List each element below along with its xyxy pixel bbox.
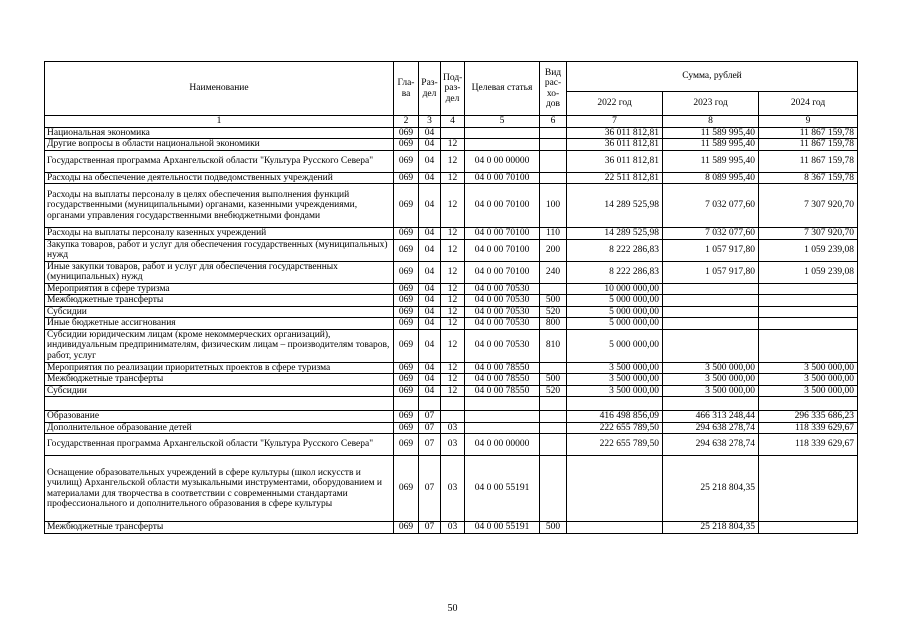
cell-sum-2023 (663, 397, 759, 411)
column-number: 1 (45, 116, 394, 128)
cell-sum-2022: 10 000 000,00 (567, 283, 663, 295)
cell-sum-2024: 11 867 159,78 (759, 127, 858, 139)
cell-razdel: 07 (419, 456, 441, 522)
header-glava: Гла-ва (394, 62, 419, 116)
cell-podrazdel: 12 (441, 306, 465, 318)
cell-razdel: 04 (419, 306, 441, 318)
cell-sum-2023: 11 589 995,40 (663, 127, 759, 139)
table-row (45, 374, 858, 386)
cell-sum-2024: 1 059 239,08 (759, 239, 858, 261)
cell-sum-2024 (759, 295, 858, 307)
cell-target: 04 0 00 70530 (465, 318, 540, 330)
cell-name: Закупка товаров, работ и услуг для обеспечения государственных (муниципальных) нужд (45, 239, 394, 261)
table-row (45, 184, 858, 228)
cell-sum-2024: 3 500 000,00 (759, 362, 858, 374)
cell-razdel (419, 397, 441, 411)
cell-vid: 200 (540, 239, 567, 261)
cell-sum-2023: 25 218 804,35 (663, 522, 759, 534)
cell-sum-2024: 118 339 629,67 (759, 434, 858, 456)
cell-podrazdel: 12 (441, 184, 465, 228)
cell-podrazdel: 12 (441, 295, 465, 307)
cell-name: Иные закупки товаров, работ и услуг для обеспечения государственных (муниципальных) нужд (45, 261, 394, 283)
cell-razdel: 07 (419, 434, 441, 456)
cell-sum-2022: 5 000 000,00 (567, 329, 663, 362)
cell-sum-2024: 8 367 159,78 (759, 172, 858, 184)
cell-vid (540, 150, 567, 172)
cell-glava: 069 (394, 127, 419, 139)
table-row (45, 456, 858, 522)
cell-podrazdel: 12 (441, 150, 465, 172)
cell-vid: 500 (540, 522, 567, 534)
cell-podrazdel: 03 (441, 522, 465, 534)
column-number: 8 (663, 116, 759, 128)
cell-podrazdel (441, 397, 465, 411)
table-row (45, 434, 858, 456)
cell-target (465, 127, 540, 139)
cell-sum-2023 (663, 295, 759, 307)
table-row (45, 362, 858, 374)
cell-podrazdel: 12 (441, 318, 465, 330)
table-row (45, 295, 858, 307)
column-number: 5 (465, 116, 540, 128)
header-year-2023: 2023 год (663, 92, 759, 116)
cell-sum-2024: 3 500 000,00 (759, 385, 858, 397)
cell-name: Иные бюджетные ассигнования (45, 318, 394, 330)
cell-glava: 069 (394, 362, 419, 374)
cell-podrazdel: 12 (441, 329, 465, 362)
cell-sum-2024: 11 867 159,78 (759, 150, 858, 172)
cell-razdel: 04 (419, 362, 441, 374)
table-row (45, 411, 858, 423)
cell-name: Другие вопросы в области национальной экономики (45, 139, 394, 151)
cell-sum-2022: 14 289 525,98 (567, 184, 663, 228)
cell-podrazdel: 03 (441, 434, 465, 456)
cell-glava: 069 (394, 306, 419, 318)
cell-razdel: 04 (419, 295, 441, 307)
header-vid: Вид рас-хо-дов (540, 62, 567, 116)
cell-razdel: 04 (419, 239, 441, 261)
cell-sum-2023: 7 032 077,60 (663, 228, 759, 240)
cell-sum-2023: 1 057 917,80 (663, 261, 759, 283)
cell-name: Национальная экономика (45, 127, 394, 139)
table-row (45, 329, 858, 362)
cell-sum-2023: 11 589 995,40 (663, 150, 759, 172)
cell-sum-2024: 1 059 239,08 (759, 261, 858, 283)
cell-name: Дополнительное образование детей (45, 422, 394, 434)
cell-vid (540, 127, 567, 139)
cell-name: Межбюджетные трансферты (45, 295, 394, 307)
cell-name: Расходы на выплаты персоналу в целях обеспечения выполнения функций государственными (муниципальными) органами, казенными учреждениями, органами управления государственными внебюджетными фондами (45, 184, 394, 228)
cell-name: Расходы на выплаты персоналу казенных учреждений (45, 228, 394, 240)
cell-sum-2023: 11 589 995,40 (663, 139, 759, 151)
cell-sum-2024 (759, 306, 858, 318)
table-row (45, 261, 858, 283)
table-row (45, 385, 858, 397)
header-podrazdel: Под-раз-дел (441, 62, 465, 116)
cell-target: 04 0 00 00000 (465, 150, 540, 172)
cell-vid: 110 (540, 228, 567, 240)
cell-vid: 810 (540, 329, 567, 362)
cell-sum-2024 (759, 283, 858, 295)
cell-vid (540, 411, 567, 423)
cell-razdel: 04 (419, 283, 441, 295)
cell-podrazdel: 12 (441, 172, 465, 184)
header-target: Целевая статья (465, 62, 540, 116)
header-year-2022: 2022 год (567, 92, 663, 116)
cell-vid (540, 139, 567, 151)
cell-sum-2024: 118 339 629,67 (759, 422, 858, 434)
cell-glava: 069 (394, 385, 419, 397)
cell-podrazdel: 12 (441, 362, 465, 374)
cell-name: Расходы на обеспечение деятельности подведомственных учреждений (45, 172, 394, 184)
cell-glava: 069 (394, 411, 419, 423)
cell-razdel: 07 (419, 411, 441, 423)
cell-sum-2022 (567, 456, 663, 522)
cell-target: 04 0 00 70100 (465, 261, 540, 283)
cell-vid (540, 397, 567, 411)
cell-podrazdel: 12 (441, 139, 465, 151)
cell-name: Государственная программа Архангельской области "Культура Русского Севера" (45, 434, 394, 456)
column-number: 6 (540, 116, 567, 128)
cell-sum-2024 (759, 522, 858, 534)
cell-sum-2023 (663, 306, 759, 318)
cell-razdel: 07 (419, 422, 441, 434)
cell-sum-2023: 3 500 000,00 (663, 385, 759, 397)
cell-vid: 100 (540, 184, 567, 228)
cell-podrazdel: 03 (441, 456, 465, 522)
cell-target: 04 0 00 70530 (465, 295, 540, 307)
cell-sum-2022: 3 500 000,00 (567, 374, 663, 386)
cell-glava: 069 (394, 434, 419, 456)
column-number: 2 (394, 116, 419, 128)
cell-sum-2023: 25 218 804,35 (663, 456, 759, 522)
cell-name: Межбюджетные трансферты (45, 522, 394, 534)
cell-vid: 500 (540, 374, 567, 386)
cell-razdel: 04 (419, 172, 441, 184)
table-row (45, 318, 858, 330)
table-row (45, 139, 858, 151)
cell-podrazdel: 03 (441, 422, 465, 434)
cell-target: 04 0 00 70100 (465, 172, 540, 184)
cell-glava: 069 (394, 295, 419, 307)
cell-vid (540, 456, 567, 522)
cell-name: Межбюджетные трансферты (45, 374, 394, 386)
cell-sum-2022: 8 222 286,83 (567, 239, 663, 261)
cell-vid: 520 (540, 306, 567, 318)
cell-sum-2022: 222 655 789,50 (567, 434, 663, 456)
cell-vid: 520 (540, 385, 567, 397)
cell-podrazdel: 12 (441, 239, 465, 261)
table-row (45, 522, 858, 534)
cell-target (465, 422, 540, 434)
cell-sum-2022: 14 289 525,98 (567, 228, 663, 240)
table-row (45, 228, 858, 240)
cell-target: 04 0 00 55191 (465, 522, 540, 534)
cell-vid: 800 (540, 318, 567, 330)
cell-name: Субсидии юридическим лицам (кроме некоммерческих организаций), индивидуальным предпринимателям, физическим лицам – производителям товаров, работ, услуг (45, 329, 394, 362)
cell-target (465, 411, 540, 423)
cell-sum-2023: 294 638 278,74 (663, 422, 759, 434)
page-number: 50 (447, 603, 458, 614)
cell-sum-2024: 296 335 686,23 (759, 411, 858, 423)
column-number: 9 (759, 116, 858, 128)
cell-vid (540, 422, 567, 434)
cell-name: Мероприятия по реализации приоритетных проектов в сфере туризма (45, 362, 394, 374)
cell-name: Образование (45, 411, 394, 423)
cell-sum-2022: 36 011 812,81 (567, 127, 663, 139)
cell-target: 04 0 00 78550 (465, 374, 540, 386)
cell-sum-2023: 3 500 000,00 (663, 374, 759, 386)
cell-sum-2022: 5 000 000,00 (567, 306, 663, 318)
table-body (45, 127, 858, 534)
cell-sum-2023: 8 089 995,40 (663, 172, 759, 184)
cell-vid (540, 172, 567, 184)
header-sum: Сумма, рублей (567, 62, 858, 92)
table-row (45, 283, 858, 295)
cell-target: 04 0 00 55191 (465, 456, 540, 522)
column-number: 3 (419, 116, 441, 128)
cell-sum-2022 (567, 522, 663, 534)
table-row (45, 239, 858, 261)
cell-sum-2024: 7 307 920,70 (759, 228, 858, 240)
cell-target: 04 0 00 70530 (465, 306, 540, 318)
cell-target: 04 0 00 70100 (465, 239, 540, 261)
cell-sum-2024: 11 867 159,78 (759, 139, 858, 151)
cell-sum-2023: 7 032 077,60 (663, 184, 759, 228)
cell-podrazdel: 12 (441, 261, 465, 283)
cell-sum-2023: 1 057 917,80 (663, 239, 759, 261)
cell-sum-2023 (663, 329, 759, 362)
cell-razdel: 04 (419, 374, 441, 386)
cell-name: Субсидии (45, 306, 394, 318)
cell-sum-2024 (759, 397, 858, 411)
cell-vid: 500 (540, 295, 567, 307)
cell-sum-2024 (759, 329, 858, 362)
cell-glava: 069 (394, 184, 419, 228)
cell-sum-2022: 222 655 789,50 (567, 422, 663, 434)
cell-sum-2023: 294 638 278,74 (663, 434, 759, 456)
cell-sum-2022: 416 498 856,09 (567, 411, 663, 423)
cell-sum-2024: 3 500 000,00 (759, 374, 858, 386)
cell-vid (540, 362, 567, 374)
column-number: 7 (567, 116, 663, 128)
cell-vid: 240 (540, 261, 567, 283)
cell-sum-2024 (759, 318, 858, 330)
cell-vid (540, 434, 567, 456)
cell-glava: 069 (394, 283, 419, 295)
cell-glava: 069 (394, 318, 419, 330)
cell-podrazdel (441, 411, 465, 423)
cell-razdel: 04 (419, 228, 441, 240)
cell-glava: 069 (394, 139, 419, 151)
table-row (45, 397, 858, 411)
cell-podrazdel: 12 (441, 228, 465, 240)
cell-name: Государственная программа Архангельской области "Культура Русского Севера" (45, 150, 394, 172)
cell-razdel: 04 (419, 261, 441, 283)
cell-sum-2024: 7 307 920,70 (759, 184, 858, 228)
cell-glava: 069 (394, 456, 419, 522)
cell-razdel: 04 (419, 139, 441, 151)
cell-target: 04 0 00 70530 (465, 329, 540, 362)
cell-sum-2022: 36 011 812,81 (567, 150, 663, 172)
table-row (45, 172, 858, 184)
cell-glava: 069 (394, 374, 419, 386)
cell-glava: 069 (394, 422, 419, 434)
cell-target: 04 0 00 78550 (465, 362, 540, 374)
cell-glava: 069 (394, 150, 419, 172)
cell-sum-2022: 5 000 000,00 (567, 295, 663, 307)
cell-glava: 069 (394, 261, 419, 283)
cell-razdel: 04 (419, 127, 441, 139)
cell-name: Оснащение образовательных учреждений в сфере культуры (школ искусств и училищ) Архангельской области музыкальными инструментами, оборудованием и материалами для творчества в соответствии с современными стандартами профессионального и дополнительного образования в сфере культуры (45, 456, 394, 522)
cell-sum-2023: 466 313 248,44 (663, 411, 759, 423)
cell-sum-2023 (663, 318, 759, 330)
cell-sum-2022: 3 500 000,00 (567, 362, 663, 374)
cell-name (45, 397, 394, 411)
cell-razdel: 07 (419, 522, 441, 534)
cell-sum-2022: 5 000 000,00 (567, 318, 663, 330)
cell-target: 04 0 00 70530 (465, 283, 540, 295)
table-row (45, 150, 858, 172)
cell-glava: 069 (394, 329, 419, 362)
cell-podrazdel (441, 127, 465, 139)
cell-sum-2022: 36 011 812,81 (567, 139, 663, 151)
cell-podrazdel: 12 (441, 283, 465, 295)
cell-glava: 069 (394, 172, 419, 184)
column-numbers-row (45, 116, 858, 128)
cell-razdel: 04 (419, 318, 441, 330)
cell-target: 04 0 00 00000 (465, 434, 540, 456)
cell-sum-2022: 22 511 812,81 (567, 172, 663, 184)
cell-glava: 069 (394, 228, 419, 240)
cell-razdel: 04 (419, 385, 441, 397)
cell-target (465, 397, 540, 411)
cell-vid (540, 283, 567, 295)
table-row (45, 422, 858, 434)
cell-target: 04 0 00 78550 (465, 385, 540, 397)
cell-target: 04 0 00 70100 (465, 228, 540, 240)
cell-sum-2022 (567, 397, 663, 411)
table-row (45, 306, 858, 318)
table-row (45, 127, 858, 139)
cell-sum-2024 (759, 456, 858, 522)
cell-razdel: 04 (419, 150, 441, 172)
cell-glava: 069 (394, 522, 419, 534)
cell-target: 04 0 00 70100 (465, 184, 540, 228)
cell-sum-2022: 8 222 286,83 (567, 261, 663, 283)
cell-razdel: 04 (419, 184, 441, 228)
cell-podrazdel: 12 (441, 385, 465, 397)
header-name: Наименование (45, 62, 394, 116)
cell-sum-2022: 3 500 000,00 (567, 385, 663, 397)
cell-razdel: 04 (419, 329, 441, 362)
cell-name: Мероприятия в сфере туризма (45, 283, 394, 295)
header-year-2024: 2024 год (759, 92, 858, 116)
cell-glava: 069 (394, 239, 419, 261)
cell-target (465, 139, 540, 151)
cell-sum-2023 (663, 283, 759, 295)
header-razdel: Раз-дел (419, 62, 441, 116)
column-number: 4 (441, 116, 465, 128)
cell-name: Субсидии (45, 385, 394, 397)
cell-sum-2023: 3 500 000,00 (663, 362, 759, 374)
table-header (45, 62, 858, 128)
cell-glava (394, 397, 419, 411)
budget-table (44, 61, 858, 534)
cell-podrazdel: 12 (441, 374, 465, 386)
